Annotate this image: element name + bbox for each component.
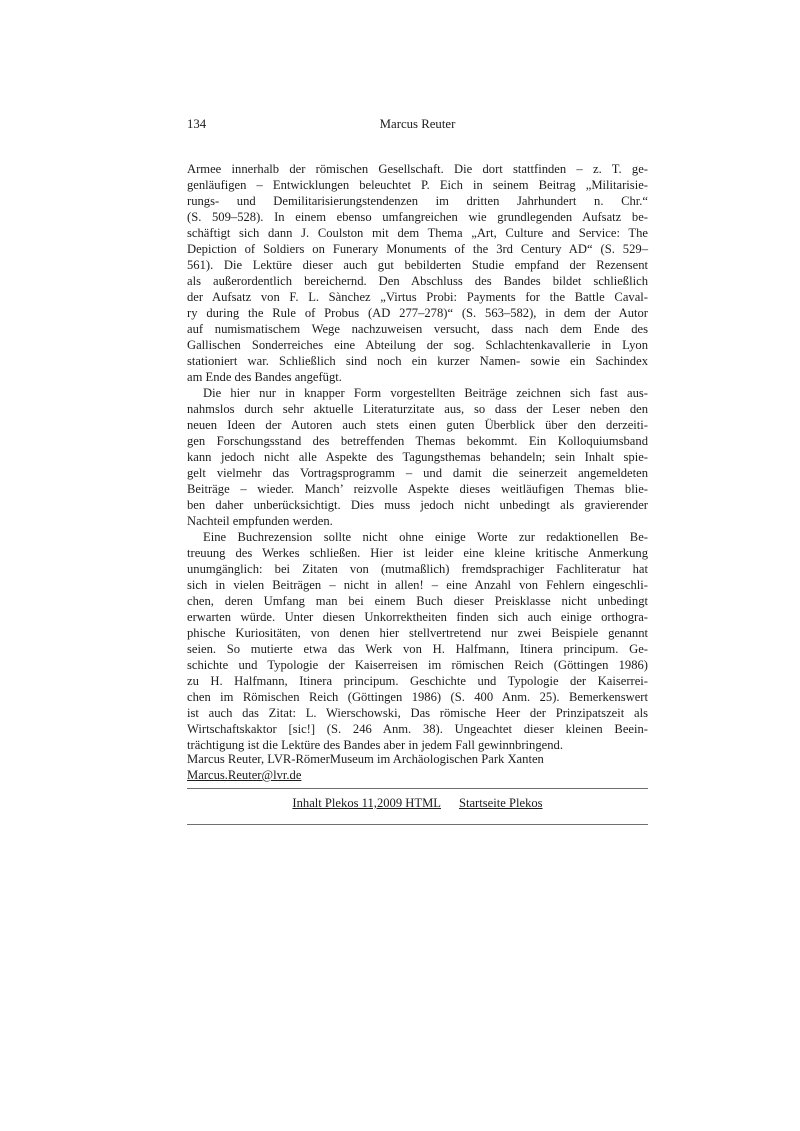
text-line: kann jedoch nicht alle Aspekte des Tagungsthemas behandeln; sein Inhalt spie- [187,450,648,464]
text-line: chen, deren Umfang man bei einem Buch dieser Preisklasse nicht unbedingt [187,594,648,608]
body-paragraph [187,529,648,753]
text-line: gelt vielmehr das Vortragsprogramm – und damit die seinerzeit angemeldeten [187,466,648,480]
page-number: 134 [187,117,207,131]
running-head: Marcus Reuter [379,117,456,131]
divider-rule-bottom [187,824,648,825]
text-line: rungs- und Demilitarisierungstendenzen im dritten Jahrhundert n. Chr.“ [187,194,648,208]
text-line: stationiert war. Schließlich sind noch ein kurzer Namen- sowie ein Sachindex [187,354,648,368]
text-line: schäftigt sich dann J. Coulston mit dem Thema „Art, Culture and Service: The [187,226,648,240]
text-line: am Ende des Bandes angefügt. [187,370,342,384]
text-line: sich in vielen Beiträgen – nicht in allen! – eine Anzahl von Fehlern eingeschli- [187,578,648,592]
startseite-plekos-link[interactable]: Startseite Plekos [458,796,543,810]
body-paragraph [187,385,648,529]
text-line: seien. So mutierte etwa das Werk von H. Halfmann, Itinera principum. Ge- [187,642,648,656]
text-line: treuung des Werkes schließen. Hier ist leider eine kleine kritische Anmerkung [187,546,648,560]
text-line: der Aufsatz von F. L. Sànchez „Virtus Probi: Payments for the Battle Caval- [187,290,648,304]
text-line: ben daher unberücksichtigt. Dies muss jedoch nicht unbedingt als gravierender [187,498,648,512]
text-line: Eine Buchrezension sollte nicht ohne einige Worte zur redaktionellen Be- [203,530,648,544]
text-line: Die hier nur in knapper Form vorgestellten Beiträge zeichnen sich fast aus- [203,386,648,400]
text-line: unumgänglich: bei Zitaten von (mutmaßlich) fremdsprachiger Fachliteratur hat [187,562,648,576]
text-line: nahmslos durch sehr aktuelle Literaturzitate aus, so dass der Leser neben den [187,402,648,416]
text-line: ist auch das Zitat: L. Wierschowski, Das römische Heer der Prinzipatszeit als [187,706,648,720]
text-line: (S. 509–528). In einem ebenso umfangreichen wie grundlegenden Aufsatz be- [187,210,648,224]
email-link[interactable]: Marcus.Reuter@lvr.de [187,768,302,782]
page-header [187,116,648,132]
text-line: neuen Ideen der Autoren auch stets einen guten Überblick über den derzeiti- [187,418,648,432]
text-line: 561). Die Lektüre dieser auch gut bebilderten Studie empfand der Rezensent [187,258,648,272]
text-line: Gallischen Sonderreiches eine Abteilung der sog. Schlachtenkavallerie in Lyon [187,338,648,352]
review-body [187,161,648,753]
text-line: gen Forschungsstand des betreffenden Themas bekommt. Ein Kolloquiumsband [187,434,648,448]
text-line: zu H. Halfmann, Itinera principum. Geschichte und Typologie der Kaiserrei- [187,674,648,688]
text-line: ry during the Rule of Probus (AD 277–278)“ (S. 563–582), in dem der Autor [187,306,648,320]
text-line: auf numismatischem Wege nachzuweisen versucht, dass nach dem Ende des [187,322,648,336]
body-paragraph [187,161,648,385]
inhalt-plekos-link[interactable]: Inhalt Plekos 11,2009 HTML [292,796,441,810]
text-column [187,116,648,825]
text-line: Depiction of Soldiers on Funerary Monuments of the 3rd Century AD“ (S. 529– [187,242,648,256]
text-line: Armee innerhalb der römischen Gesellschaft. Die dort stattfinden – z. T. ge- [187,162,648,176]
text-line: als außerordentlich bereichernd. Den Abschluss des Bandes bildet schließlich [187,274,648,288]
text-line: phische Kuriositäten, von denen hier stellvertretend nur zwei Beispiele genannt [187,626,648,640]
text-line: Nachteil empfunden werden. [187,514,333,528]
text-line: genläufigen – Entwicklungen beleuchtet P. Eich in seinem Beitrag „Militarisie- [187,178,648,192]
author-affiliation: Marcus Reuter, LVR-RömerMuseum im Archäologischen Park Xanten [187,752,544,766]
text-line: erwarten würde. Unter diesen Unkorrektheiten finden sich auch einige orthogra- [187,610,648,624]
divider-rule-top [187,788,648,789]
text-line: chen im Römischen Reich (Göttingen 1986) (S. 400 Anm. 25). Bemerkenswert [187,690,648,704]
footer-navigation [187,795,648,811]
text-line: Wirtschaftskaktor [sic!] (S. 246 Anm. 38). Ungeachtet dieser kleinen Beein- [187,722,648,736]
text-line: schichte und Typologie der Kaiserreisen im römischen Reich (Göttingen 1986) [187,658,648,672]
author-signature [187,751,648,783]
text-line: trächtigung ist die Lektüre des Bandes aber in jedem Fall gewinnbringend. [187,738,563,752]
text-line: Beiträge – wieder. Manch’ reizvolle Aspekte dieses weitläufigen Themas blie- [187,482,648,496]
